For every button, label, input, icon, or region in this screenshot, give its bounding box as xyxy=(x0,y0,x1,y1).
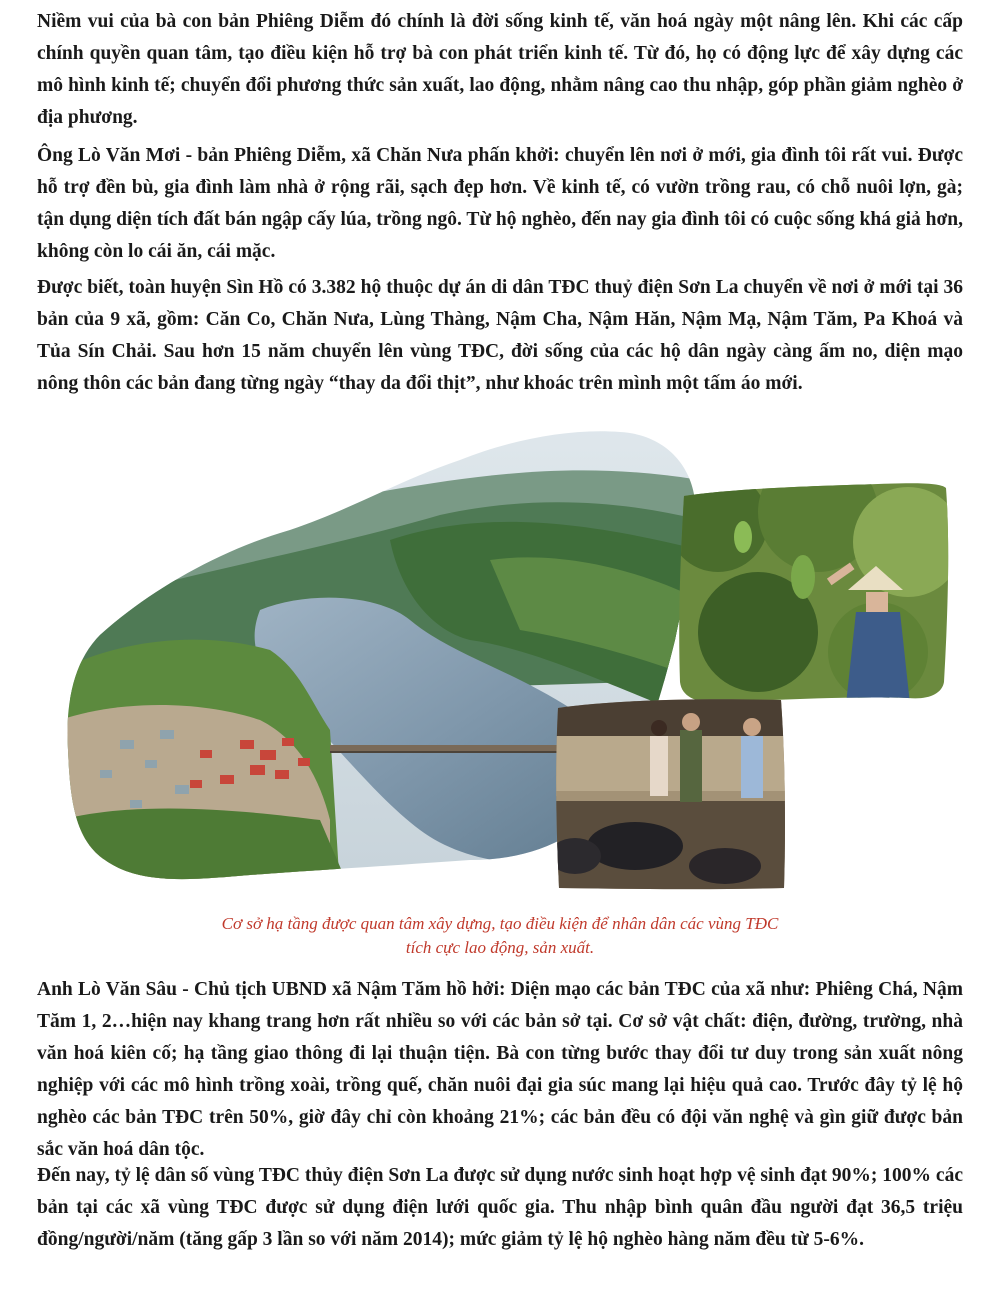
article-paragraph: Niềm vui của bà con bản Phiêng Diễm đó chính là đời sống kinh tế, văn hoá ngày một nâng lên. Khi các cấp chính quyền quan tâm, tạo điều kiện hỗ trợ bà con phát triển kinh tế. Từ đó, họ có động lực để xây dựng các mô hình kinh tế; chuyển đổi phương thức sản xuất, lao động, nhằm nâng cao thu nhập, góp phần giảm nghèo ở địa phương. xyxy=(37,11,963,128)
mango-picking-photo xyxy=(678,482,950,704)
pig-farm-visit-photo xyxy=(555,696,787,891)
caption-line-1: Cơ sở hạ tầng được quan tâm xây dựng, tạo điều kiện để nhân dân các vùng TĐC xyxy=(221,914,779,933)
photo-collage xyxy=(0,420,1000,910)
photo-caption xyxy=(100,912,900,960)
article-paragraph: Được biết, toàn huyện Sìn Hồ có 3.382 hộ thuộc dự án di dân TĐC thuỷ điện Sơn La chuyển về nơi ở mới tại 36 bản của 9 xã, gồm: Căn Co, Chăn Nưa, Lùng Thàng, Nậm Cha, Nậm Hăn, Nậm Mạ, Nậm Tăm, Pa Khoá và Tủa Sín Chải. Sau hơn 15 năm chuyển lên vùng TĐC, đời sống của các hộ dân ngày càng ấm no, diện mạo nông thôn các bản đang từng ngày “thay da đổi thịt”, như khoác trên mình một tấm áo mới. xyxy=(37,277,963,394)
caption-line-2: tích cực lao động, sản xuất. xyxy=(405,938,595,957)
article-paragraph: Đến nay, tỷ lệ dân số vùng TĐC thủy điện Sơn La được sử dụng nước sinh hoạt hợp vệ sinh đạt 90%; 100% các bản tại các xã vùng TĐC được sử dụng điện lưới quốc gia. Thu nhập bình quân đầu người đạt 36,5 triệu đồng/người/năm (tăng gấp 3 lần so với năm 2014); mức giảm tỷ lệ hộ nghèo hàng năm đều từ 5-6%. xyxy=(37,1165,963,1250)
article-paragraph: Ông Lò Văn Mơi - bản Phiêng Diễm, xã Chăn Nưa phấn khởi: chuyển lên nơi ở mới, gia đình tôi rất vui. Được hỗ trợ đền bù, gia đình làm nhà ở rộng rãi, sạch đẹp hơn. Về kinh tế, có vườn trồng rau, có chỗ nuôi lợn, gà; tận dụng diện tích đất bán ngập cấy lúa, trồng ngô. Từ hộ nghèo, đến nay gia đình tôi có cuộc sống khá giả hơn, không còn lo cái ăn, cái mặc. xyxy=(37,145,963,262)
article-paragraph: Anh Lò Văn Sâu - Chủ tịch UBND xã Nậm Tăm hồ hởi: Diện mạo các bản TĐC của xã như: Phiêng Chá, Nậm Tăm 1, 2…hiện nay khang trang hơn rất nhiều so với các bản sở tại. Cơ sở vật chất: điện, đường, trường, nhà văn hoá kiên cố; hạ tầng giao thông đi lại thuận tiện. Bà con từng bước thay đổi tư duy trong sản xuất nông nghiệp với các mô hình trồng xoài, trồng quế, chăn nuôi đại gia súc mang lại hiệu quả cao. Trước đây tỷ lệ hộ nghèo các bản TĐC trên 50%, giờ đây chỉ còn khoảng 21%; các bản đều có đội văn nghệ và gìn giữ được bản sắc văn hoá dân tộc. xyxy=(37,979,963,1160)
